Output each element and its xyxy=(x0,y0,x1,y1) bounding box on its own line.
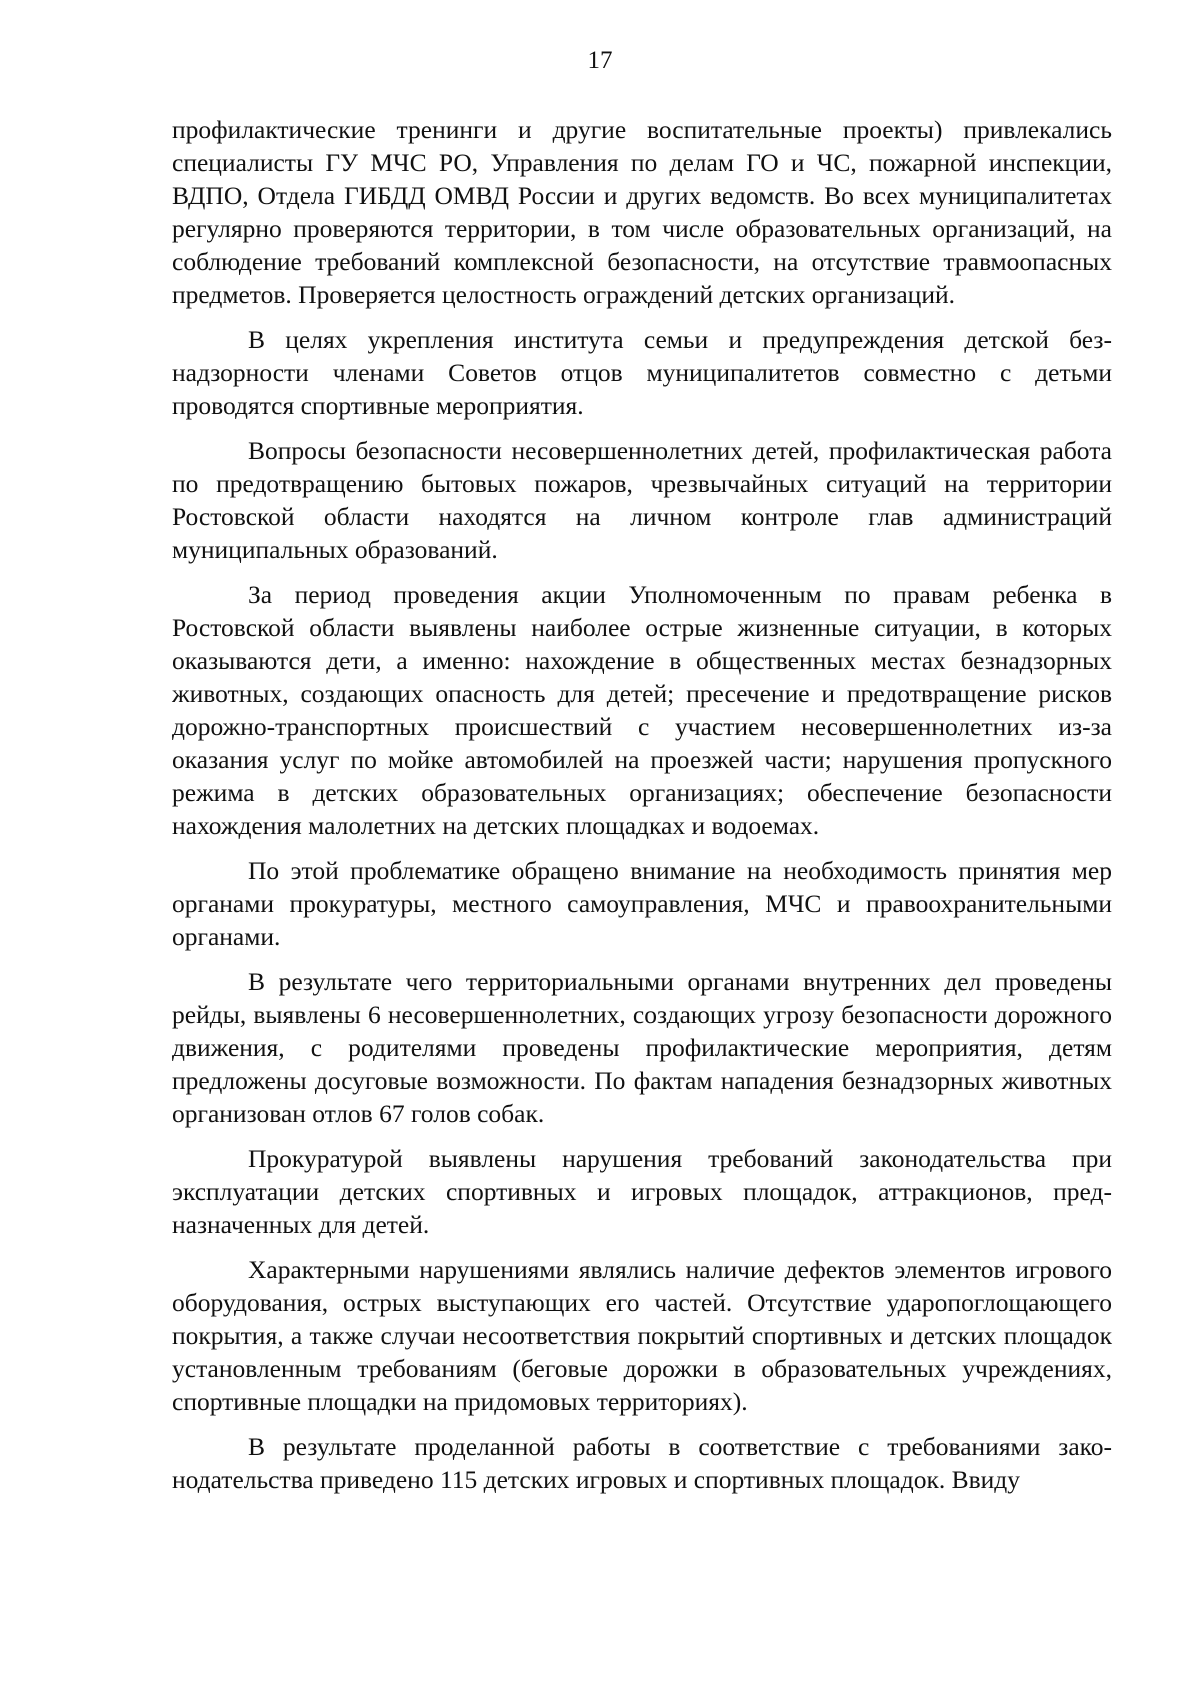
paragraph: За период проведения акции Уполномоченным по правам ребенка в Ростовской области выявлены наиболее острые жизненные ситуации, в которых оказываются дети, а именно: нахождение в общественных местах безнадзорных животных, создающих опасность для детей; пресечение и предотвращение рисков дорожно-транспортных происшествий с участием несовершеннолетних из-за оказания услуг по мойке автомобилей на проезжей части; нарушения пропускного режима в детских образовательных организациях; обеспечение безопасности нахождения малолетних на детских площадках и водоемах. xyxy=(172,580,1112,840)
paragraph: Характерными нарушениями являлись наличие дефектов элементов игрового оборудования, острых выступающих его частей. Отсутствие ударопоглощающего покрытия, а также случаи несоответствия покрытий спортивных и детских площадок установленным требованиям (беговые дорожки в образовательных учреждениях, спортивные площадки на придомовых территориях). xyxy=(172,1255,1112,1416)
paragraph: В целях укрепления института семьи и предупреждения детской безнадзорности членами Советов отцов муниципалитетов совместно с детьми проводятся спортивные мероприятия. xyxy=(172,325,1112,420)
paragraph: По этой проблематике обращено внимание на необходимость принятия мер органами прокуратуры, местного самоуправления, МЧС и правоохранительными органами. xyxy=(172,856,1112,951)
paragraph: Прокуратурой выявлены нарушения требований законодательства при эксплуатации детских спортивных и игровых площадок, аттракционов, предназначенных для детей. xyxy=(172,1144,1112,1239)
document-body xyxy=(172,113,1112,1508)
paragraph: Вопросы безопасности несовершеннолетних детей, профилактическая работа по предотвращению бытовых пожаров, чрезвычайных ситуаций на территории Ростовской области находятся на личном контроле глав администраций муниципальных образований. xyxy=(172,436,1112,564)
paragraph: В результате проделанной работы в соответствие с требованиями законодательства приведено 115 детских игровых и спортивных площадок. Ввиду xyxy=(172,1432,1112,1494)
page-number: 17 xyxy=(587,47,613,74)
paragraph: профилактические тренинги и другие воспитательные проекты) привлекались специалисты ГУ МЧС РО, Управления по делам ГО и ЧС, пожарной инспекции, ВДПО, Отдела ГИБДД ОМВД России и других ведомств. Во всех муниципалитетах регулярно проверяются территории, в том числе образовательных организаций, на соблюдение требований комплексной безопасности, на отсутствие травмоопасных предметов. Проверяется целостность ограждений детских организаций. xyxy=(172,115,1112,309)
paragraph: В результате чего территориальными органами внутренних дел проведены рейды, выявлены 6 несовершеннолетних, создающих угрозу безопасности дорожного движения, с родителями проведены профилактические мероприятия, детям предложены досуговые возможности. По фактам нападения безнадзорных животных организован отлов 67 голов собак. xyxy=(172,967,1112,1128)
